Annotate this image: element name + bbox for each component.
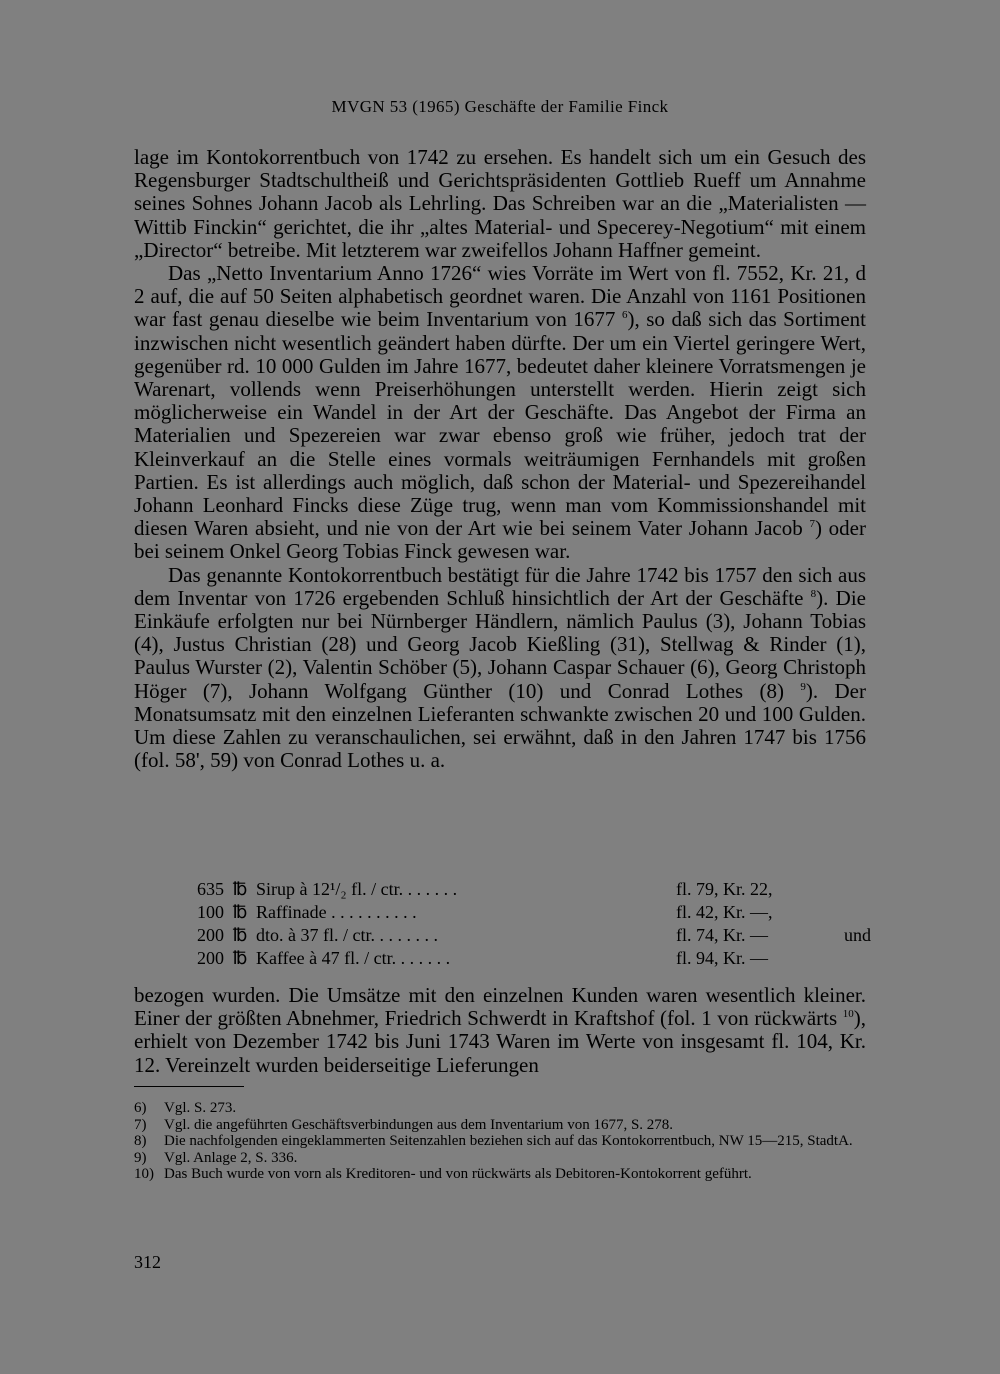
footnote-ref: 9 (800, 680, 806, 693)
page-number: 312 (134, 1252, 161, 1272)
footnote (134, 1133, 866, 1150)
footnote-text: Vgl. Anlage 2, S. 336. (164, 1149, 298, 1166)
footnote-mark: 10) (134, 1166, 154, 1182)
footnote-ref: 7 (809, 518, 815, 531)
footnote-text: Vgl. die angeführten Geschäftsverbindungen aus dem Inventarium von 1677, S. 278. (164, 1116, 674, 1133)
footnote-ref: 8 (810, 587, 817, 600)
purchase-table (184, 878, 874, 970)
paragraph-3-part-a: Das genannte Kontokorrentbuch bestätigt für die Jahre 1742 bis 1757 den sich aus dem Inventar von 1726 ergebenden Schluß hinsichtlich der Art der Geschäfte (134, 562, 866, 610)
footnote-text: Das Buch wurde von vorn als Kreditoren- und von rückwärts als Debitoren-Kontokorrent geführt. (164, 1166, 752, 1182)
paragraph-3 (134, 564, 866, 773)
price: fl. 74, Kr. — (676, 925, 768, 945)
pound-symbol: ℔ (232, 925, 248, 945)
paragraph-4-part-b: ), erhielt von Dezember 1742 bis Juni 1743 Waren im Werte von insgesamt fl. 104, Kr. 12. Vereinzelt wurden beiderseitige Lieferungen (134, 1006, 866, 1077)
quantity: 200 (197, 925, 224, 945)
running-header: MVGN 53 (1965) Geschäfte der Familie Finck (331, 97, 669, 116)
conjunction (831, 947, 871, 970)
conjunction: und (844, 925, 871, 945)
quantity: 635 (197, 879, 224, 899)
footnote-mark: 9) (134, 1149, 147, 1166)
footnote-divider (134, 1086, 244, 1087)
footnote-ref: 6 (621, 309, 628, 322)
price: fl. 79, Kr. 22, (676, 879, 773, 899)
paragraph-2-part-b: ), so daß sich das Sortiment inzwischen nicht wesentlich geändert haben dürfte. Der um ein Viertel geringere Wert, gegenüber rd. 10 000 Gulden im Jahre 1677, bedeutet daher kleinere Vorratsmengen je Warenart, vollends wenn Preiserhöhungen unterstellt werden. Hierin zeigt sich möglicherweise ein Wandel in der Art der Geschäfte. Das Angebot der Firma an Materialien und Spezereien war zwar ebenso groß wie früher, jedoch trat der Kleinverkauf an die Stelle eines vormals weiträumigen Fernhandels mit großen Partien. Es ist allerdings auch möglich, daß schon der Material- und Spezereihandel Johann Leonhard Fincks diese Züge trug, wenn man vom Kommissionshandel mit diesen Waren absieht, und nie von der Art wie bei seinem Vater Johann Jacob (134, 307, 867, 541)
paragraph-3-part-b: ). Die Einkäufe erfolgten nur bei Nürnberger Händlern, nämlich Paulus (3), Johann Tobias (4), Justus Christian (28) und Georg Jacob Kießling (31), Stellwag & Rinder (1), Paulus Wurster (2), Valentin Schöber (5), Johann Caspar Schauer (6), Georg Christoph Höger (7), Johann Wolfgang Günther (10) und Conrad Lothes (8) (134, 585, 866, 703)
item-description: Raffinade . . . . . . . . . . (256, 902, 417, 922)
paragraph-4-part-a: bezogen wurden. Die Umsätze mit den einzelnen Kunden waren wesentlich kleiner. Einer der größten Abnehmer, Friedrich Schwerdt in Kraftshof (fol. 1 von rückwärts (134, 983, 866, 1031)
item-description: dto. à 37 fl. / ctr. . . . . . . . (256, 925, 438, 945)
pound-symbol: ℔ (232, 879, 248, 899)
paragraph-2-part-c: ) oder bei seinem Onkel Georg Tobias Finck gewesen war. (134, 516, 866, 564)
table-row (184, 924, 874, 947)
conjunction (831, 901, 871, 924)
item-description: Kaffee à 47 fl. / ctr. . . . . . . (256, 948, 451, 968)
conjunction (831, 878, 871, 901)
price: fl. 42, Kr. —, (676, 902, 773, 922)
footnote (134, 1150, 866, 1167)
footnote-mark: 7) (134, 1116, 147, 1133)
pound-symbol: ℔ (232, 902, 248, 922)
quantity: 100 (197, 902, 224, 922)
footnote-text: Vgl. S. 273. (164, 1100, 237, 1116)
footnote (134, 1166, 866, 1183)
footnote-mark: 8) (134, 1133, 147, 1149)
paragraph-1: lage im Kontokorrentbuch von 1742 zu ersehen. Es handelt sich um ein Gesuch des Regensburger Stadtschultheiß und Gerichtspräsidenten Gottlieb Rueff um Annahme seines Sohnes Johann Jacob als Lehrling. Das Schreiben war an die „Materialisten — Wittib Finckin“ gerichtet, die ihr „altes Material- und Specerey-Negotium“ mit einem „Director“ betreibe. Mit letzterem war zweifellos Johann Haffner gemeint. (134, 145, 866, 262)
paragraph-3-part-c: ). Der Monatsumsatz mit den einzelnen Lieferanten schwankte zwischen 20 und 100 Gulden. Um diese Zahlen zu veranschaulichen, sei erwähnt, daß in den Jahren 1747 bis 1756 (fol. 58', 59) von Conrad Lothes u. a. (134, 678, 866, 773)
footnote-ref: 10 (842, 1008, 854, 1021)
paragraph-2-part-a: Das „Netto Inventarium Anno 1726“ wies Vorräte im Wert von fl. 7552, Kr. 21, d 2 auf, die auf 50 Seiten alphabetisch geordnet waren. Die Anzahl von 1161 Positionen war fast genau dieselbe wie beim Inventarium von 1677 (134, 261, 866, 332)
table-row (184, 878, 874, 901)
footnote (134, 1100, 866, 1117)
footnotes (134, 1100, 866, 1183)
item-description: Sirup à 12¹/₂ fl. / ctr. . . . . . . (256, 879, 458, 899)
main-text (134, 146, 866, 772)
table-row (184, 947, 874, 970)
pound-symbol: ℔ (232, 948, 248, 968)
table-row (184, 901, 874, 924)
price: fl. 94, Kr. — (676, 948, 768, 968)
footnote (134, 1117, 866, 1134)
quantity: 200 (197, 948, 224, 968)
footnote-text: Die nachfolgenden eingeklammerten Seitenzahlen beziehen sich auf das Kontokorrentbuch, NW 15—215, StadtA. (164, 1133, 853, 1149)
paragraph-2 (134, 262, 866, 564)
footnote-mark: 6) (134, 1100, 147, 1116)
paragraph-4 (134, 984, 866, 1077)
